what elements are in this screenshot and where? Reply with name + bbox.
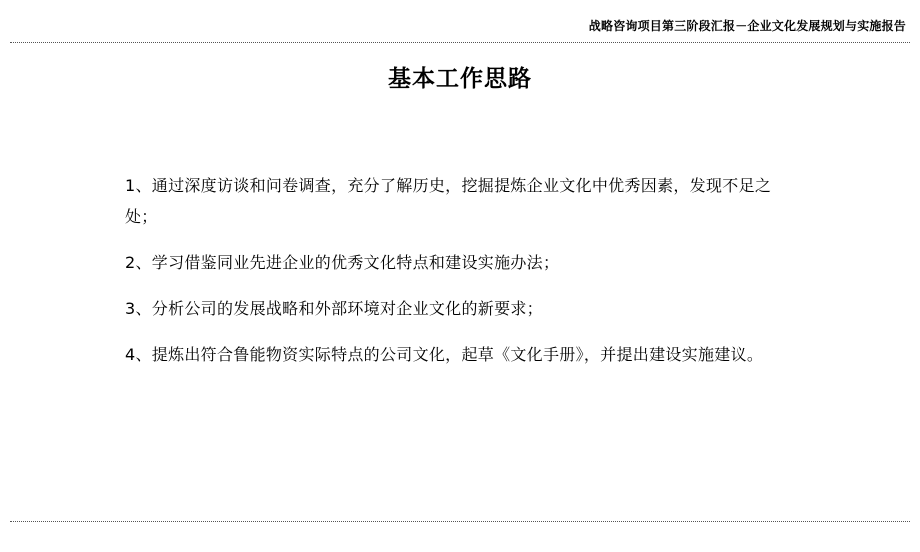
list-item: 4、提炼出符合鲁能物资实际特点的公司文化，起草《文化手册》，并提出建设实施建议。 xyxy=(125,345,764,364)
footer-divider xyxy=(10,521,910,522)
work-approach-list xyxy=(125,170,797,385)
page-title: 基本工作思路 xyxy=(388,66,532,92)
report-header-subtitle: 战略咨询项目第三阶段汇报－企业文化发展规划与实施报告 xyxy=(588,19,906,33)
list-item: 1、通过深度访谈和问卷调查，充分了解历史，挖掘提炼企业文化中优秀因素，发现不足之处； xyxy=(125,176,772,226)
list-item: 2、学习借鉴同业先进企业的优秀文化特点和建设实施办法； xyxy=(125,253,560,272)
header-divider xyxy=(10,42,910,43)
list-item: 3、分析公司的发展战略和外部环境对企业文化的新要求； xyxy=(125,299,543,318)
